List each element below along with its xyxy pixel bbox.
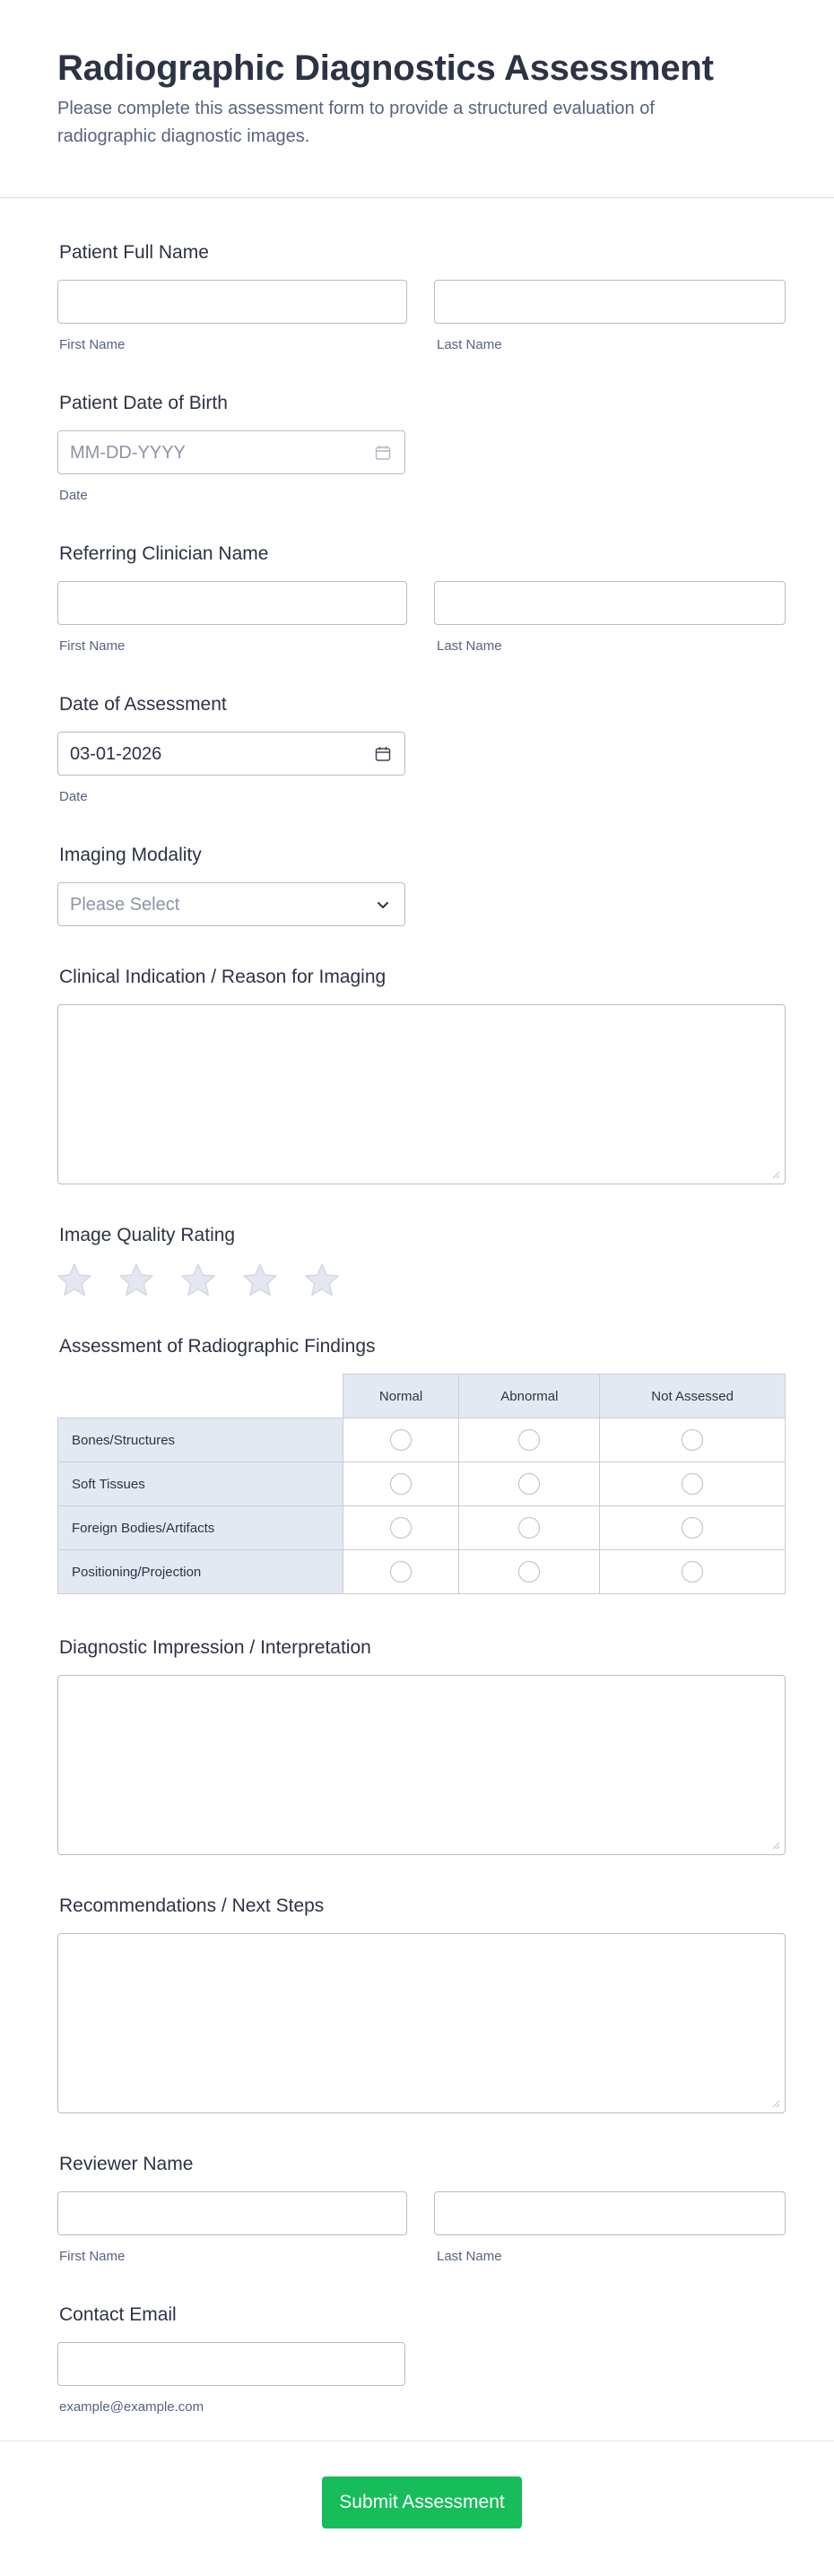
form-description: Please complete this assessment form to provide a structured evaluation of radiographic diagnostic images. [57, 99, 655, 146]
radio-positioning-not-assessed[interactable] [682, 1561, 703, 1583]
clinician-last-name-input[interactable] [434, 581, 786, 625]
reviewer-first-name-input[interactable] [57, 2191, 407, 2235]
findings-matrix [57, 1374, 786, 1594]
image-quality-label: Image Quality Rating [59, 1225, 236, 1245]
star-icon[interactable] [180, 1262, 216, 1298]
matrix-row-label: Soft Tissues [58, 1462, 343, 1506]
calendar-icon[interactable] [374, 745, 392, 763]
matrix-row-label: Bones/Structures [58, 1418, 343, 1462]
patient-last-name-input[interactable] [434, 280, 786, 324]
radio-bones-not-assessed[interactable] [682, 1429, 703, 1451]
assessment-date-value: 03-01-2026 [70, 744, 162, 764]
assessment-date-input[interactable] [57, 732, 405, 776]
table-row [58, 1506, 786, 1550]
matrix-column-header: Not Assessed [600, 1375, 786, 1418]
patient-name-label: Patient Full Name [59, 242, 209, 263]
chevron-down-icon [374, 896, 392, 914]
radio-soft-tissues-not-assessed[interactable] [682, 1473, 703, 1495]
radio-foreign-bodies-normal[interactable] [390, 1517, 412, 1539]
matrix-corner [58, 1375, 343, 1418]
table-row [58, 1550, 786, 1594]
diagnostic-impression-label: Diagnostic Impression / Interpretation [59, 1637, 371, 1658]
resize-grip-icon[interactable] [771, 1170, 780, 1179]
star-icon[interactable] [56, 1262, 92, 1298]
patient-first-name-sublabel: First Name [59, 337, 126, 352]
resize-grip-icon[interactable] [771, 2099, 780, 2108]
patient-dob-input[interactable] [57, 430, 405, 474]
diagnostic-impression-textarea[interactable] [57, 1675, 786, 1855]
clinical-indication-textarea[interactable] [57, 1004, 786, 1184]
radio-bones-normal[interactable] [390, 1429, 412, 1451]
matrix-column-header: Abnormal [459, 1375, 600, 1418]
recommendations-textarea[interactable] [57, 1933, 786, 2113]
matrix-column-header: Normal [343, 1375, 459, 1418]
clinician-last-name-sublabel: Last Name [437, 638, 502, 654]
matrix-row-label: Positioning/Projection [58, 1550, 343, 1594]
radio-positioning-abnormal[interactable] [518, 1561, 540, 1583]
star-icon[interactable] [304, 1262, 340, 1298]
patient-last-name-sublabel: Last Name [437, 337, 502, 352]
calendar-icon[interactable] [374, 444, 392, 462]
patient-dob-placeholder: MM-DD-YYYY [70, 443, 186, 463]
imaging-modality-select[interactable] [57, 882, 405, 926]
radio-foreign-bodies-abnormal[interactable] [518, 1517, 540, 1539]
radio-positioning-normal[interactable] [390, 1561, 412, 1583]
reviewer-name-label: Reviewer Name [59, 2154, 194, 2174]
imaging-modality-selected: Please Select [70, 895, 180, 915]
matrix-row-label: Foreign Bodies/Artifacts [58, 1506, 343, 1550]
patient-first-name-input[interactable] [57, 280, 407, 324]
radio-foreign-bodies-not-assessed[interactable] [682, 1517, 703, 1539]
findings-label: Assessment of Radiographic Findings [59, 1336, 376, 1357]
star-icon[interactable] [242, 1262, 278, 1298]
patient-dob-label: Patient Date of Birth [59, 393, 228, 413]
assessment-date-sublabel: Date [59, 789, 88, 804]
resize-grip-icon[interactable] [771, 1841, 780, 1850]
imaging-modality-label: Imaging Modality [59, 845, 202, 865]
clinician-first-name-sublabel: First Name [59, 638, 126, 654]
table-row [58, 1418, 786, 1462]
reviewer-last-name-input[interactable] [434, 2191, 786, 2235]
radio-soft-tissues-abnormal[interactable] [518, 1473, 540, 1495]
contact-email-sublabel: example@example.com [59, 2399, 204, 2415]
assessment-date-label: Date of Assessment [59, 694, 227, 715]
form-header [0, 0, 834, 198]
contact-email-label: Contact Email [59, 2304, 177, 2325]
radio-soft-tissues-normal[interactable] [390, 1473, 412, 1495]
star-icon[interactable] [118, 1262, 154, 1298]
contact-email-input[interactable] [57, 2342, 405, 2386]
reviewer-last-name-sublabel: Last Name [437, 2249, 502, 2264]
form-title: Radiographic Diagnostics Assessment [57, 48, 714, 88]
radio-bones-abnormal[interactable] [518, 1429, 540, 1451]
submit-button[interactable]: Submit Assessment [322, 2476, 522, 2528]
clinician-first-name-input[interactable] [57, 581, 407, 625]
reviewer-first-name-sublabel: First Name [59, 2249, 126, 2264]
table-row [58, 1462, 786, 1506]
recommendations-label: Recommendations / Next Steps [59, 1895, 325, 1916]
clinical-indication-label: Clinical Indication / Reason for Imaging [59, 967, 387, 987]
footer-divider [0, 2441, 834, 2442]
referring-clinician-label: Referring Clinician Name [59, 543, 269, 564]
patient-dob-sublabel: Date [59, 488, 88, 503]
